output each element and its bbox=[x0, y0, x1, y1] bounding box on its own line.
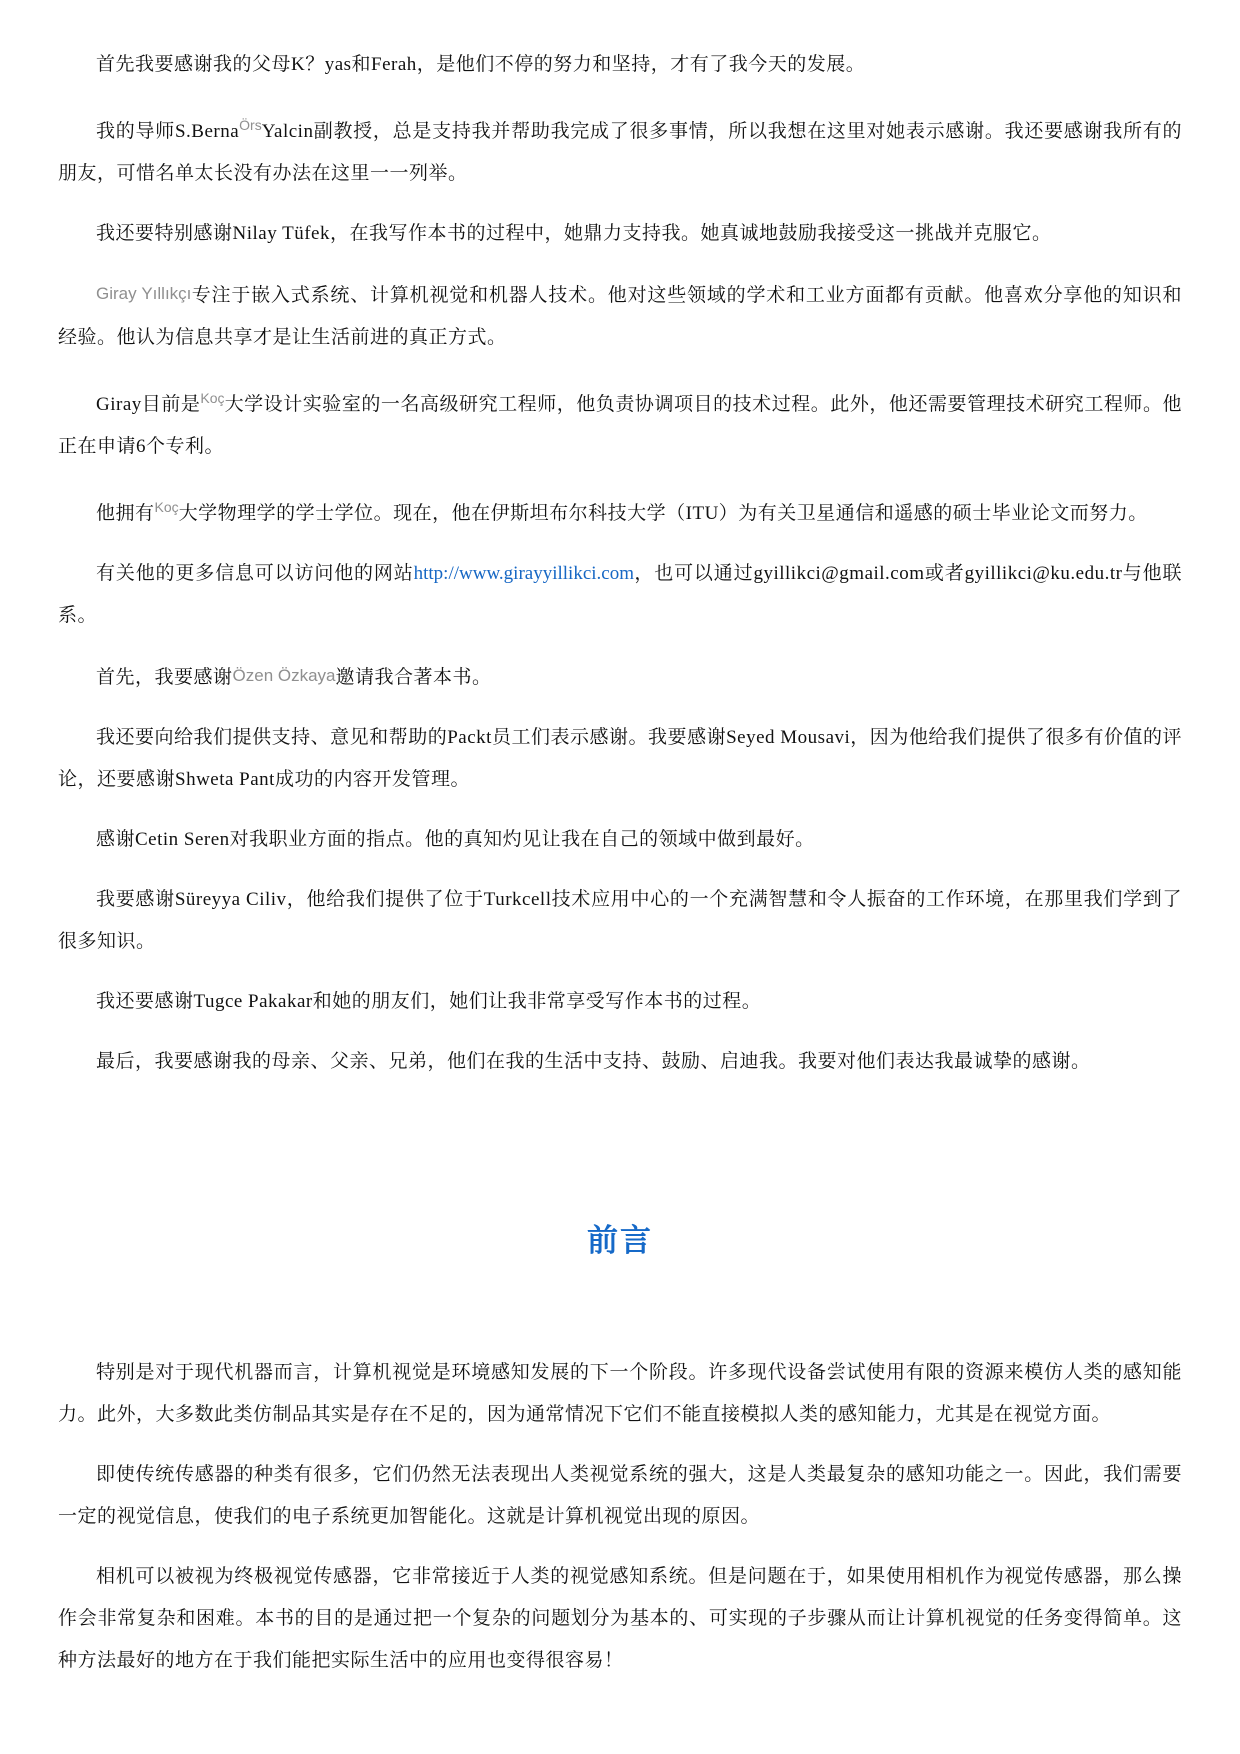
body-text: ，也可以通过gyillikci@gmail.com或者gyillikci@ku.edu.tr与他联系。 bbox=[58, 563, 1182, 626]
paragraph bbox=[58, 44, 1182, 86]
paragraph bbox=[58, 1041, 1182, 1083]
acknowledgments-section bbox=[58, 44, 1182, 1083]
body-text: 大学物理学的学士学位。现在，他在伊斯坦布尔科技大学（ITU）为有关卫星通信和遥感的硕士毕业论文而努力。 bbox=[178, 503, 1148, 524]
body-text: 我还要向给我们提供支持、意见和帮助的Packt员工们表示感谢。我要感谢Seyed Mousavi，因为他给我们提供了很多有价值的评论，还要感谢Shweta Pant成功的内容开发管理。 bbox=[58, 727, 1182, 790]
body-text: 有关他的更多信息可以访问他的网站 bbox=[96, 563, 414, 584]
body-text: 首先我要感谢我的父母K？yas和Ferah，是他们不停的努力和坚持，才有了我今天的发展。 bbox=[96, 54, 866, 75]
paragraph bbox=[58, 981, 1182, 1023]
paragraph bbox=[58, 104, 1182, 195]
body-text: 我要感谢Süreyya Ciliv，他给我们提供了位于Turkcell技术应用中心的一个充满智慧和令人振奋的工作环境，在那里我们学到了很多知识。 bbox=[58, 889, 1182, 952]
preface-title: 前言 bbox=[587, 1223, 653, 1258]
paragraph bbox=[58, 1556, 1182, 1682]
paragraph bbox=[58, 879, 1182, 963]
body-text: 邀请我合著本书。 bbox=[335, 667, 492, 688]
paragraph bbox=[58, 553, 1182, 637]
body-text: Giray目前是 bbox=[96, 394, 201, 415]
body-text: 大学设计实验室的一名高级研究工程师，他负责协调项目的技术过程。此外，他还需要管理技术研究工程师。他正在申请6个专利。 bbox=[58, 394, 1182, 457]
person-name: Özen Özkaya bbox=[232, 666, 336, 685]
body-text: 我还要特别感谢Nilay Tüfek，在我写作本书的过程中，她鼎力支持我。她真诚地鼓励我接受这一挑战并克服它。 bbox=[96, 223, 1052, 244]
body-text: 感谢Cetin Seren对我职业方面的指点。他的真知灼见让我在自己的领域中做到最好。 bbox=[96, 829, 815, 850]
paragraph bbox=[58, 819, 1182, 861]
body-text: 专注于嵌入式系统、计算机视觉和机器人技术。他对这些领域的学术和工业方面都有贡献。他喜欢分享他的知识和经验。他认为信息共享才是让生活前进的真正方式。 bbox=[58, 285, 1182, 348]
body-text: 他拥有 bbox=[96, 503, 155, 524]
paragraph bbox=[58, 1352, 1182, 1436]
body-text: 最后，我要感谢我的母亲、父亲、兄弟，他们在我的生活中支持、鼓励、启迪我。我要对他们表达我最诚挚的感谢。 bbox=[96, 1051, 1091, 1072]
preface-section bbox=[58, 1352, 1182, 1682]
paragraph bbox=[58, 1454, 1182, 1538]
body-text: 首先，我要感谢 bbox=[96, 667, 233, 688]
paragraph bbox=[58, 486, 1182, 535]
body-text: 相机可以被视为终极视觉传感器，它非常接近于人类的视觉感知系统。但是问题在于，如果使用相机作为视觉传感器，那么操作会非常复杂和困难。本书的目的是通过把一个复杂的问题划分为基本的、可实现的子步骤从而让计算机视觉的任务变得简单。这种方法最好的地方在于我们能把实际生活中的应用也变得很容易！ bbox=[58, 1566, 1182, 1671]
body-text: 特别是对于现代机器而言，计算机视觉是环境感知发展的下一个阶段。许多现代设备尝试使用有限的资源来模仿人类的感知能力。此外，大多数此类仿制品其实是存在不足的，因为通常情况下它们不能直接模拟人类的感知能力，尤其是在视觉方面。 bbox=[58, 1362, 1182, 1425]
person-name: Giray Yıllıkçı bbox=[96, 284, 192, 303]
paragraph bbox=[58, 717, 1182, 801]
paragraph bbox=[58, 377, 1182, 468]
person-name: Koç bbox=[154, 499, 179, 515]
body-text: 我的导师S.Berna bbox=[96, 121, 240, 142]
body-text: 我还要感谢Tugce Pakakar和她的朋友们，她们让我非常享受写作本书的过程。 bbox=[96, 991, 762, 1012]
paragraph bbox=[58, 655, 1182, 699]
website-link[interactable]: http://www.girayyillikci.com bbox=[413, 563, 635, 584]
body-text: 即使传统传感器的种类有很多，它们仍然无法表现出人类视觉系统的强大，这是人类最复杂的感知功能之一。因此，我们需要一定的视觉信息，使我们的电子系统更加智能化。这就是计算机视觉出现的原因。 bbox=[58, 1464, 1182, 1527]
paragraph bbox=[58, 273, 1182, 359]
person-name: Koç bbox=[200, 390, 225, 406]
person-name: Örs bbox=[239, 117, 262, 133]
paragraph bbox=[58, 213, 1182, 255]
body-text: Yalcin副教授，总是支持我并帮助我完成了很多事情，所以我想在这里对她表示感谢。我还要感谢我所有的朋友，可惜名单太长没有办法在这里一一列举。 bbox=[58, 121, 1183, 184]
